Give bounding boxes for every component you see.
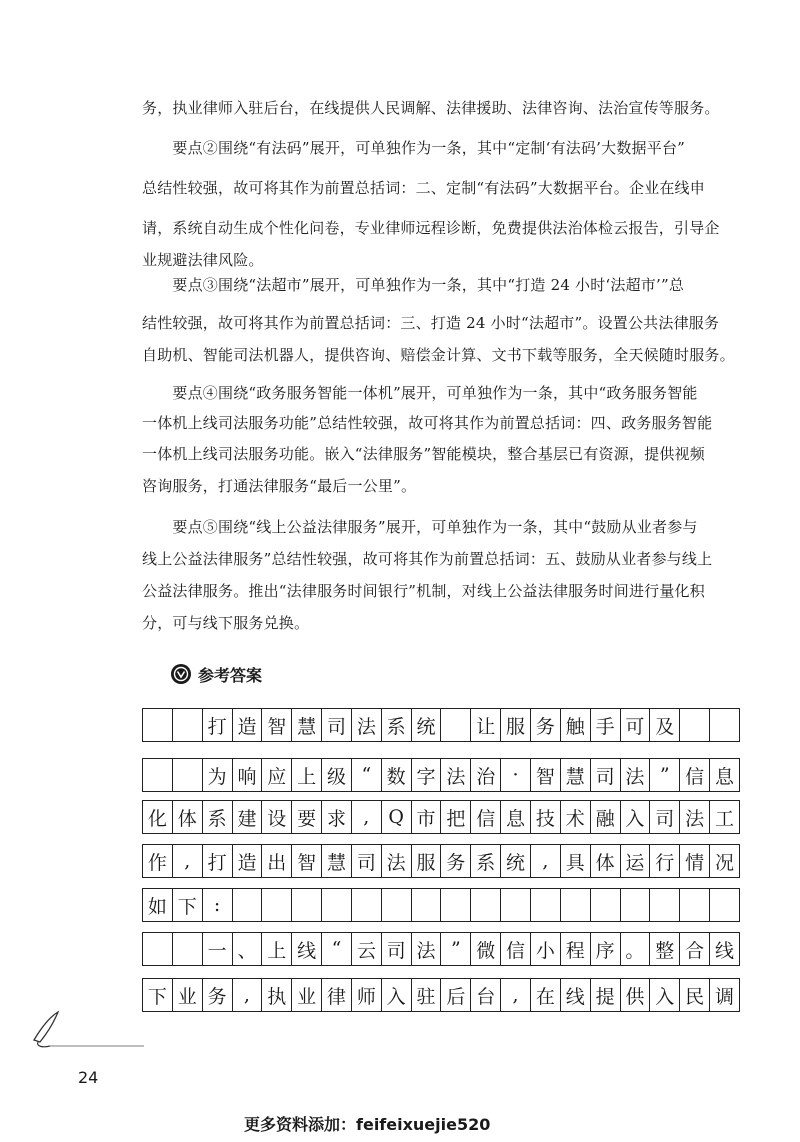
answer-grid-cell: 系 [471, 845, 501, 877]
answer-grid-cell: , [501, 979, 531, 1011]
answer-grid-cell: 求 [322, 801, 352, 833]
answer-grid-cell: 微 [471, 933, 501, 965]
body-line: 线上公益法律服务”总结性较强，故可将其作为前置总括词：五、鼓励从业者参与线上 [142, 550, 713, 568]
answer-grid-cell: 把 [441, 801, 471, 833]
answer-grid-cell: 线 [292, 933, 322, 965]
answer-grid-cell: , [173, 845, 203, 877]
answer-grid-cell: 法 [352, 709, 382, 741]
answer-grid-cell: 务 [441, 845, 471, 877]
answer-grid-cell: 系 [203, 801, 233, 833]
body-line: 要点②围绕“有法码”展开，可单独作为一条，其中“定制‘有法码’大数据平台” [142, 139, 686, 157]
answer-grid-cell: 法 [441, 759, 471, 791]
answer-grid-cell: 调 [710, 979, 740, 1011]
answer-grid-cell: “ [322, 933, 352, 965]
answer-grid-cell: 术 [561, 801, 591, 833]
answer-grid-cell: 信 [501, 933, 531, 965]
answer-grid-cell: 智 [292, 845, 322, 877]
answer-grid-cell [352, 889, 382, 921]
body-line: 业规避法律风险。 [142, 251, 264, 269]
answer-grid-cell: 法 [382, 845, 412, 877]
answer-grid-cell: 入 [621, 801, 651, 833]
body-line: 结性较强，故可将其作为前置总括词：三、打造 24 小时“法超市”。设置公共法律服务 [142, 314, 720, 332]
answer-grid-cell: 息 [710, 759, 740, 791]
answer-grid-cell: , [233, 979, 263, 1011]
answer-grid-cell: 要 [292, 801, 322, 833]
answer-grid-cell: 下 [143, 979, 173, 1011]
body-line: 总结性较强，故可将其作为前置总括词：二、定制“有法码”大数据平台。企业在线申 [142, 179, 705, 197]
answer-grid-cell: 作 [143, 845, 173, 877]
answer-grid-cell: 入 [650, 979, 680, 1011]
answer-grid-cell [382, 889, 412, 921]
answer-grid-cell [680, 709, 710, 741]
answer-grid-cell: 慧 [292, 709, 322, 741]
answer-grid-row [142, 800, 740, 834]
answer-grid-cell: 信 [471, 801, 501, 833]
answer-grid-cell: 行 [650, 845, 680, 877]
answer-grid-cell: 司 [352, 845, 382, 877]
body-line: 要点⑤围绕“线上公益法律服务”展开，可单独作为一条，其中“鼓励从业者参与 [142, 518, 698, 536]
answer-grid-cell [173, 933, 203, 965]
answer-grid-cell: 、 [233, 933, 263, 965]
answer-grid-cell: 小 [531, 933, 561, 965]
answer-grid-cell: 云 [352, 933, 382, 965]
answer-grid-cell: 线 [710, 933, 740, 965]
answer-grid-cell: 下 [173, 889, 203, 921]
body-line: 咨询服务，打通法律服务“最后一公里”。 [142, 477, 417, 495]
answer-grid-cell: 司 [591, 759, 621, 791]
answer-badge-icon [170, 663, 192, 685]
answer-grid-cell: 法 [412, 933, 442, 965]
answer-grid-cell: 应 [262, 759, 292, 791]
body-line: 公益法律服务。推出“法律服务时间银行”机制，对线上公益法律服务时间进行量化积 [142, 582, 705, 600]
answer-grid-cell: 法 [680, 801, 710, 833]
answer-grid-cell [710, 889, 740, 921]
body-line: 要点④围绕“政务服务智能一体机”展开，可单独作为一条，其中“政务服务智能 [142, 384, 698, 402]
answer-grid-cell [561, 889, 591, 921]
answer-grid-cell: 字 [412, 759, 442, 791]
answer-grid-cell [173, 709, 203, 741]
answer-grid-cell [412, 889, 442, 921]
answer-grid-cell: 一 [203, 933, 233, 965]
answer-grid-cell [680, 889, 710, 921]
answer-grid-cell: 技 [531, 801, 561, 833]
answer-grid-cell: 出 [262, 845, 292, 877]
answer-grid-cell: 化 [143, 801, 173, 833]
body-line: 一体机上线司法服务功能”总结性较强，故可将其作为前置总括词：四、政务服务智能 [142, 414, 713, 432]
answer-grid-cell: 司 [382, 933, 412, 965]
answer-grid-cell: 司 [322, 709, 352, 741]
answer-grid-cell: 业 [292, 979, 322, 1011]
answer-grid-cell: , [352, 801, 382, 833]
answer-grid-cell: 响 [233, 759, 263, 791]
answer-grid-cell [621, 889, 651, 921]
answer-grid-row [142, 932, 740, 966]
answer-grid-cell [262, 889, 292, 921]
answer-grid-row [142, 708, 740, 742]
answer-grid-cell: 驻 [412, 979, 442, 1011]
answer-grid-cell [650, 889, 680, 921]
answer-grid-cell: ” [441, 933, 471, 965]
answer-grid-cell [501, 889, 531, 921]
answer-grid-cell: 司 [650, 801, 680, 833]
answer-grid-cell: 入 [382, 979, 412, 1011]
answer-grid-cell: 在 [531, 979, 561, 1011]
quill-icon [28, 1008, 146, 1050]
answer-heading [170, 660, 262, 688]
answer-grid-cell: 线 [561, 979, 591, 1011]
answer-grid-cell: 提 [591, 979, 621, 1011]
answer-grid-cell [143, 759, 173, 791]
answer-grid-cell: 手 [591, 709, 621, 741]
answer-grid-cell: 律 [322, 979, 352, 1011]
answer-grid-cell: 业 [173, 979, 203, 1011]
answer-grid-cell: · [501, 759, 531, 791]
answer-grid-cell: 师 [352, 979, 382, 1011]
answer-grid-cell: 统 [412, 709, 442, 741]
answer-grid-cell [441, 709, 471, 741]
answer-grid-cell: 。 [621, 933, 651, 965]
answer-grid-cell: 系 [382, 709, 412, 741]
answer-grid-cell: 为 [203, 759, 233, 791]
answer-grid-cell: 慧 [322, 845, 352, 877]
answer-grid-cell: 况 [710, 845, 740, 877]
answer-grid-cell: 可 [621, 709, 651, 741]
answer-grid-cell: 打 [203, 709, 233, 741]
answer-grid-cell: 整 [650, 933, 680, 965]
answer-grid-cell: 触 [561, 709, 591, 741]
answer-grid-cell: 情 [680, 845, 710, 877]
answer-grid-cell: 体 [173, 801, 203, 833]
answer-grid-cell: 及 [650, 709, 680, 741]
answer-grid-cell: 后 [441, 979, 471, 1011]
answer-grid-row [142, 978, 740, 1012]
answer-grid-cell: 设 [262, 801, 292, 833]
answer-grid-cell [322, 889, 352, 921]
answer-grid-cell: “ [352, 759, 382, 791]
answer-grid-cell: 造 [233, 845, 263, 877]
answer-grid-cell: 打 [203, 845, 233, 877]
answer-grid-cell: : [203, 889, 233, 921]
answer-grid-cell: 序 [591, 933, 621, 965]
answer-grid-cell: 统 [501, 845, 531, 877]
body-line: 务，执业律师入驻后台，在线提供人民调解、法律援助、法律咨询、法治宣传等服务。 [142, 99, 720, 117]
answer-grid-row [142, 888, 740, 922]
answer-grid-cell: 级 [322, 759, 352, 791]
answer-grid-cell [591, 889, 621, 921]
answer-grid-cell: 智 [531, 759, 561, 791]
answer-grid-cell: 上 [262, 933, 292, 965]
answer-grid-cell: 融 [591, 801, 621, 833]
body-line: 要点③围绕“法超市”展开，可单独作为一条，其中“打造 24 小时‘法超市’”总 [142, 276, 685, 294]
answer-grid-cell: ” [650, 759, 680, 791]
answer-grid-cell [143, 933, 173, 965]
answer-grid-cell [233, 889, 263, 921]
footer-note: 更多资料添加：feifeixuejie520 [244, 1115, 491, 1134]
answer-grid-cell: 上 [292, 759, 322, 791]
answer-grid-cell: 建 [233, 801, 263, 833]
answer-grid-cell: 慧 [561, 759, 591, 791]
answer-grid-cell: 工 [710, 801, 740, 833]
answer-grid-cell: 台 [471, 979, 501, 1011]
answer-grid-cell: 运 [621, 845, 651, 877]
answer-grid-cell [531, 889, 561, 921]
answer-grid-cell: 智 [262, 709, 292, 741]
answer-grid-cell: 法 [621, 759, 651, 791]
answer-grid-cell: 民 [680, 979, 710, 1011]
answer-grid-cell: 务 [203, 979, 233, 1011]
answer-grid-cell: 执 [262, 979, 292, 1011]
answer-grid-cell: 市 [412, 801, 442, 833]
answer-grid-cell: 体 [591, 845, 621, 877]
answer-grid-cell [143, 709, 173, 741]
answer-grid-cell: 合 [680, 933, 710, 965]
answer-grid-row [142, 844, 740, 878]
answer-grid-cell: 服 [412, 845, 442, 877]
answer-grid-cell [441, 889, 471, 921]
answer-grid-cell: 如 [143, 889, 173, 921]
body-line: 一体机上线司法服务功能。嵌入“法律服务”智能模块，整合基层已有资源，提供视频 [142, 445, 705, 463]
answer-grid-cell: , [531, 845, 561, 877]
answer-grid-cell: 治 [471, 759, 501, 791]
page-number: 24 [78, 1068, 99, 1087]
answer-grid-cell: 程 [561, 933, 591, 965]
answer-grid-cell: Q [382, 801, 412, 833]
body-line: 请，系统自动生成个性化问卷，专业律师远程诊断，免费提供法治体检云报告，引导企 [142, 219, 720, 237]
answer-grid-cell [292, 889, 322, 921]
answer-heading-text: 参考答案 [198, 665, 263, 685]
answer-grid-cell: 服 [501, 709, 531, 741]
answer-grid-cell: 息 [501, 801, 531, 833]
answer-grid-cell: 供 [621, 979, 651, 1011]
answer-grid-cell [173, 759, 203, 791]
answer-grid-cell [710, 709, 740, 741]
body-line: 分，可与线下服务兑换。 [142, 614, 310, 632]
body-line: 自助机、智能司法机器人，提供咨询、赔偿金计算、文书下载等服务，全天候随时服务。 [142, 346, 735, 364]
answer-grid-cell: 让 [471, 709, 501, 741]
answer-grid-cell: 具 [561, 845, 591, 877]
answer-grid-cell: 造 [233, 709, 263, 741]
answer-grid-row [142, 758, 740, 792]
answer-grid-cell: 信 [680, 759, 710, 791]
answer-grid-cell [471, 889, 501, 921]
answer-grid-cell: 数 [382, 759, 412, 791]
answer-grid-cell: 务 [531, 709, 561, 741]
